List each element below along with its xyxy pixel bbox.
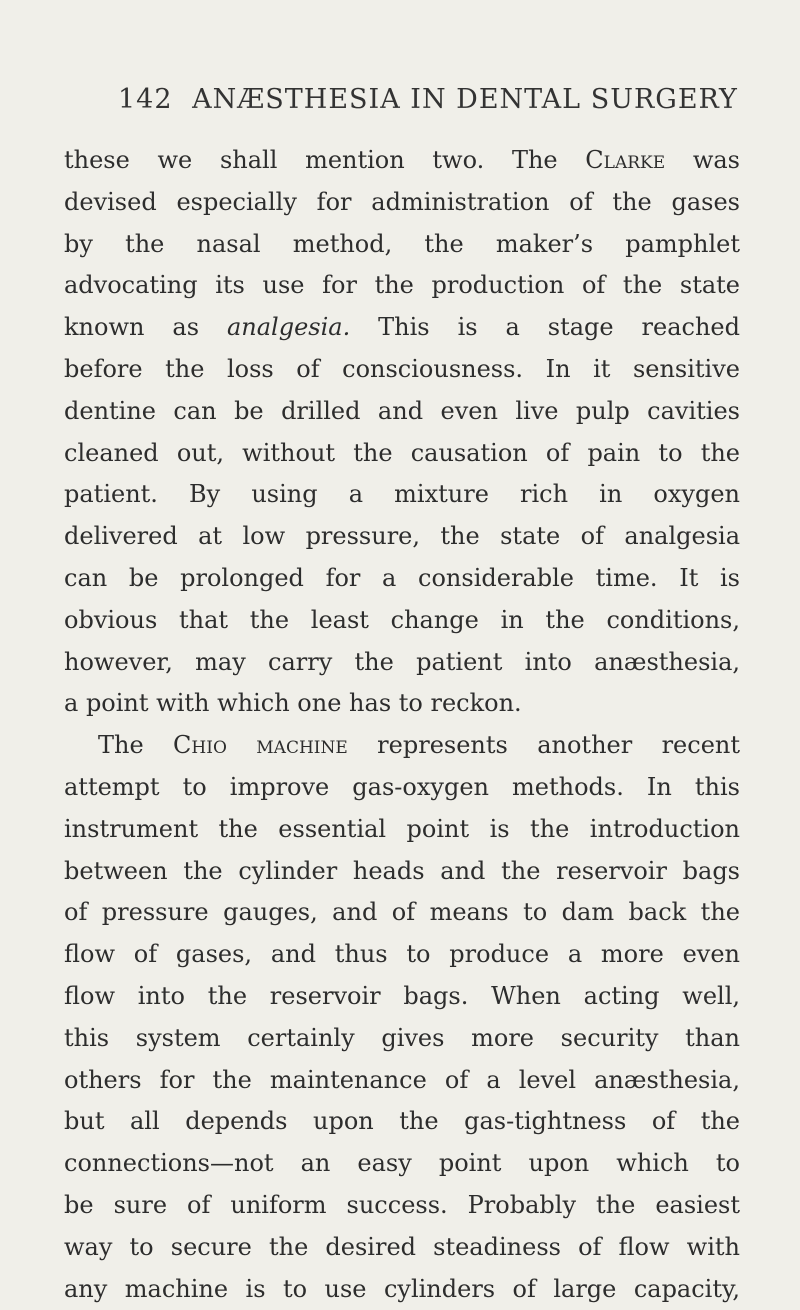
text-line: instrument the essential point is the introduction <box>64 814 740 843</box>
text-line: known as analgesia. This is a stage reached <box>64 313 740 342</box>
text-line: before the loss of consciousness. In it sensitive <box>64 354 740 383</box>
text-line: obvious that the least change in the conditions, <box>64 605 740 634</box>
text-line: patient. By using a mixture rich in oxygen <box>64 480 740 509</box>
body-text <box>64 140 740 1310</box>
text-line: cleaned out, without the causation of pain to the <box>64 438 740 467</box>
text-line: be sure of uniform success. Probably the easiest <box>64 1190 740 1219</box>
running-head <box>118 84 738 115</box>
text-line: can be prolonged for a considerable time. It is <box>64 563 740 592</box>
small-caps-term: Chio machine <box>173 731 348 760</box>
text-line: by the nasal method, the maker’s pamphlet <box>64 229 740 258</box>
text-line: between the cylinder heads and the reservoir bags <box>64 856 740 885</box>
text-line: however, may carry the patient into anæsthesia, <box>64 647 740 676</box>
text-line: advocating its use for the production of the state <box>64 271 740 300</box>
text-line: a point with which one has to reckon. <box>64 689 522 718</box>
text-line: any machine is to use cylinders of large capacity, <box>64 1274 740 1303</box>
text-line: others for the maintenance of a level anæsthesia, <box>64 1065 740 1094</box>
small-caps-term: Clarke <box>585 146 666 174</box>
page-number: 142 <box>118 84 173 115</box>
text-line: The Chio machine represents another recent <box>98 731 740 760</box>
text-line: dentine can be drilled and even live pulp cavities <box>64 396 740 425</box>
text-line: attempt to improve gas-oxygen methods. In this <box>64 772 740 801</box>
text-line: flow of gases, and thus to produce a more even <box>64 940 740 969</box>
running-title: ANÆSTHESIA IN DENTAL SURGERY <box>192 84 738 115</box>
text-line: delivered at low pressure, the state of analgesia <box>64 522 740 551</box>
text-line: of pressure gauges, and of means to dam back the <box>64 898 740 927</box>
text-line: this system certainly gives more security than <box>64 1023 740 1052</box>
text-line: these we shall mention two. The Clarke was <box>64 146 740 174</box>
text-line: devised especially for administration of the gases <box>64 187 740 216</box>
italic-term: analgesia. <box>226 313 351 342</box>
text-line: connections—not an easy point upon which to <box>64 1149 740 1178</box>
text-line: flow into the reservoir bags. When acting well, <box>64 981 740 1010</box>
text-line: way to secure the desired steadiness of flow with <box>64 1232 740 1261</box>
text-line: but all depends upon the gas-tightness of the <box>64 1107 740 1136</box>
